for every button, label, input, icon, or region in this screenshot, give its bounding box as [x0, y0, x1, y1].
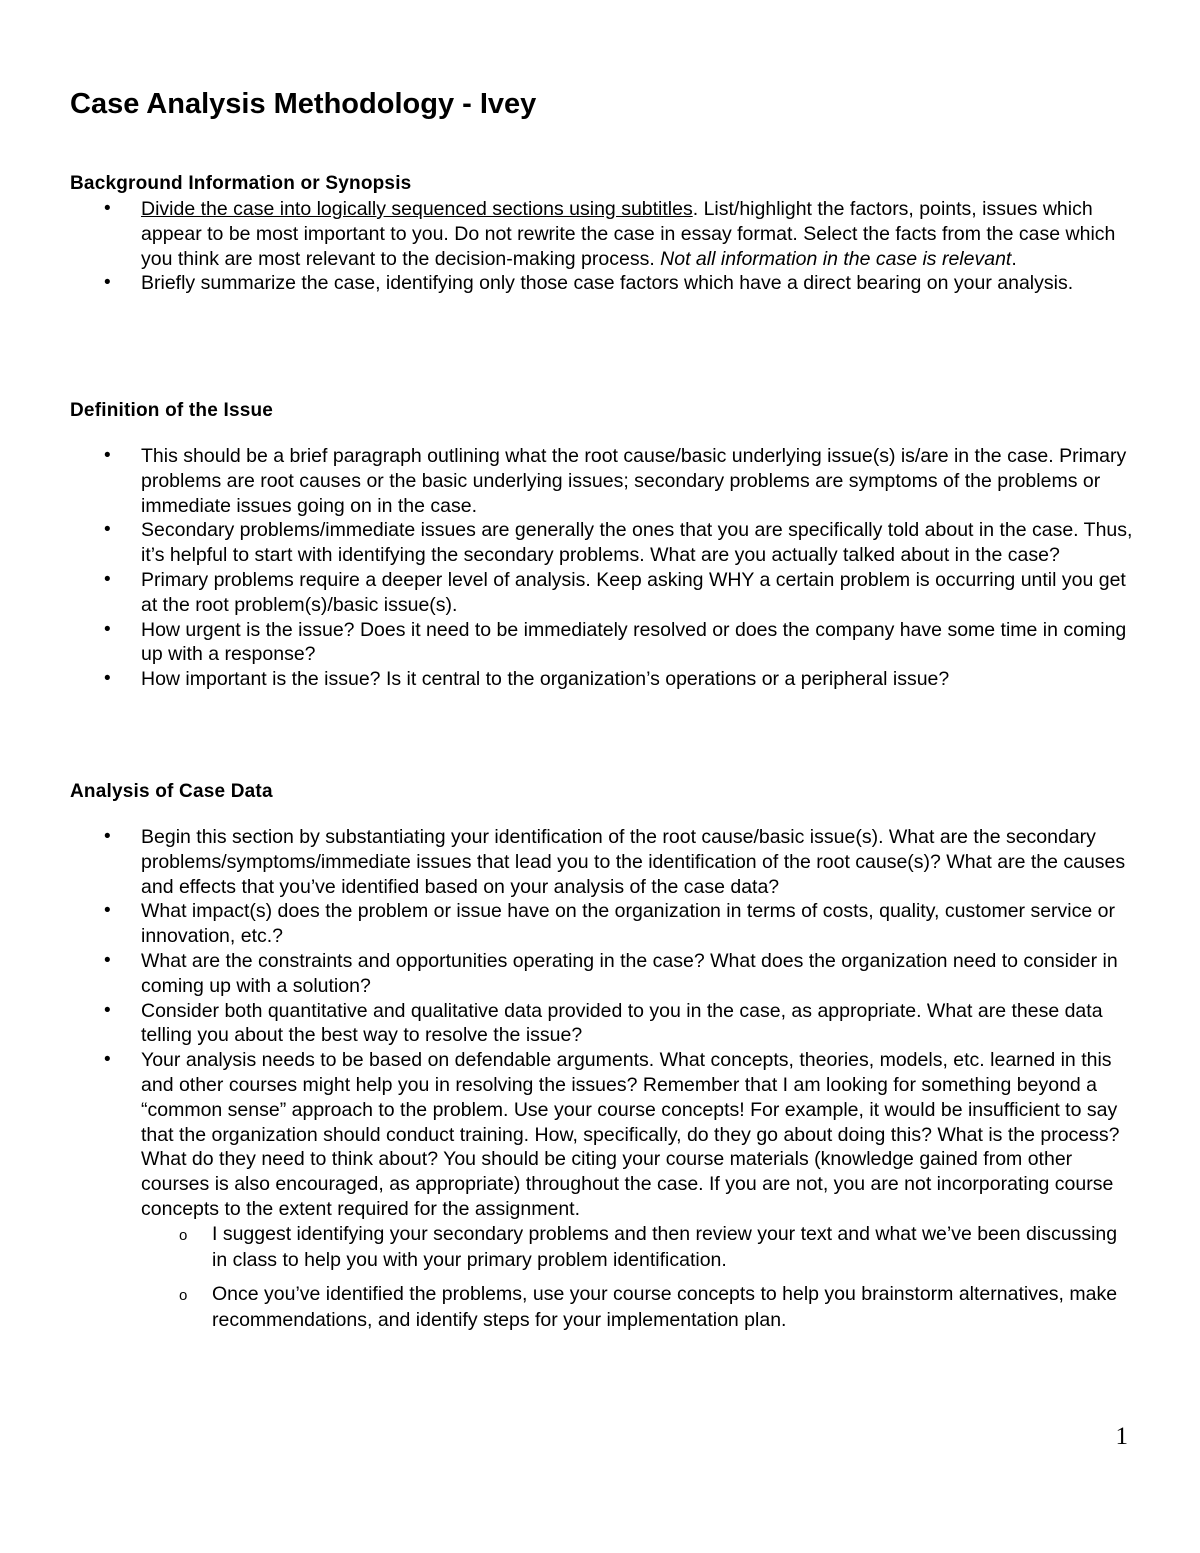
list-item-text: Begin this section by substantiating your identification of the root cause/basic issue(s). What are the secondary problems/symptoms/immediate issues that lead you to the identification of the root cause(s)? What are the causes and effects that you’ve identified based on your analysis of the case data? — [141, 826, 1126, 898]
list-item-end: . — [1011, 247, 1017, 270]
bullet-icon: • — [104, 668, 111, 690]
bullet-icon: • — [104, 900, 111, 922]
bullet-icon: • — [104, 826, 111, 847]
list-item-text: This should be a brief paragraph outlining what the root cause/basic underlying issue(s) is/are in the case. Primary problems are root causes or the basic underlying issues; secondary problems are symptoms of the problems or immediate issues going on in the case. — [141, 445, 1127, 517]
bullet-icon: • — [104, 272, 111, 294]
list-item — [0, 1048, 1133, 1334]
list-item — [0, 899, 1133, 949]
bullet-icon: • — [104, 618, 111, 640]
sub-list-item — [141, 1282, 1137, 1334]
bullet-icon: • — [104, 568, 111, 590]
bullet-icon: • — [104, 519, 111, 541]
list-item — [0, 667, 1133, 692]
list-item — [0, 999, 1133, 1049]
list-item — [0, 518, 1133, 568]
sub-list — [141, 1222, 1133, 1334]
bullet-icon: • — [104, 198, 111, 219]
analysis-list — [0, 825, 1200, 1343]
list-item — [0, 618, 1133, 668]
list-item-text: Your analysis needs to be based on defendable arguments. What concepts, theories, models, etc. learned in this and other courses might help you in resolving the issues? Remember that I am looking for something beyond a “common sense” approach to the problem. Use your course concepts! For example, it would be insufficient to say that the organization should conduct training. How, specifically, do they go about doing this? What is the process? What do they need to think about? You should be citing your course materials (knowledge gained from other courses is also encouraged, as appropriate) throughout the case. If you are not, you are not incorporating course concepts to the extent required for the assignment. — [141, 1049, 1120, 1220]
list-item — [0, 949, 1133, 999]
sub-list-item-text: I suggest identifying your secondary problems and then review your text and what we’ve been discussing in class to help you with your primary problem identification. — [212, 1222, 1118, 1271]
list-item-text: How urgent is the issue? Does it need to be immediately resolved or does the company have some time in coming up with a response? — [141, 618, 1127, 666]
section-heading-analysis: Analysis of Case Data — [70, 781, 273, 802]
bullet-icon: • — [104, 445, 111, 466]
italic-note: Not all information in the case is relevant — [660, 247, 1012, 270]
list-item — [0, 444, 1133, 518]
list-item — [0, 271, 1133, 296]
section-heading-definition: Definition of the Issue — [70, 400, 274, 421]
list-item-text: Briefly summarize the case, identifying only those case factors which have a direct bearing on your analysis. — [141, 272, 1074, 295]
list-item — [0, 825, 1133, 899]
list-item-text: What impact(s) does the problem or issue have on the organization in terms of costs, quality, customer service or innovation, etc.? — [141, 900, 1115, 948]
section-heading-background: Background Information or Synopsis — [70, 173, 412, 194]
circle-bullet-icon: o — [179, 1226, 188, 1244]
list-item-text: Consider both quantitative and qualitative data provided to you in the case, as appropriate. What are these data telling you about the best way to resolve the issue? — [141, 999, 1103, 1047]
circle-bullet-icon: o — [179, 1287, 188, 1305]
sub-list-item — [141, 1222, 1137, 1274]
page-number: 1 — [1115, 1423, 1128, 1450]
bullet-icon: • — [104, 1049, 111, 1071]
list-item — [0, 568, 1133, 618]
list-item-text: . List/highlight the factors, points, issues which appear to be most important to you. Do not rewrite the case in essay format. Select the facts from the case which you think are most relevant to the decision-making process. — [141, 198, 1116, 270]
bullet-icon: • — [104, 999, 111, 1021]
definition-list — [0, 444, 1200, 692]
bullet-icon: • — [104, 949, 111, 971]
list-item-text: Primary problems require a deeper level of analysis. Keep asking WHY a certain problem is occurring until you get at the root problem(s)/basic issue(s). — [141, 568, 1126, 616]
background-list — [0, 197, 1200, 296]
document-title: Case Analysis Methodology - Ivey — [70, 88, 537, 120]
list-item — [0, 197, 1133, 271]
list-item-text: What are the constraints and opportunities operating in the case? What does the organization need to consider in coming up with a solution? — [141, 949, 1118, 997]
sub-list-item-text: Once you’ve identified the problems, use your course concepts to help you brainstorm alternatives, make recommendations, and identify steps for your implementation plan. — [212, 1283, 1118, 1332]
underlined-instruction: Divide the case into logically sequenced sections using subtitles — [141, 198, 693, 220]
list-item-text: Secondary problems/immediate issues are generally the ones that you are specifically told about in the case. Thus, it’s helpful to start with identifying the secondary problems. What are you actually talked about in the case? — [141, 519, 1133, 567]
list-item-text: How important is the issue? Is it central to the organization’s operations or a peripheral issue? — [141, 668, 950, 691]
